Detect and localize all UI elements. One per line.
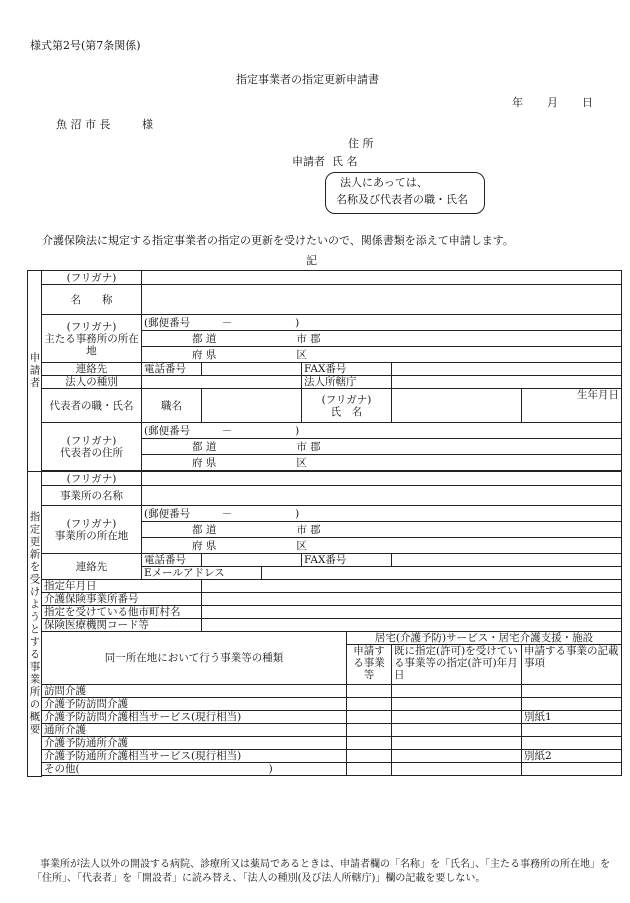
phone-field[interactable] bbox=[202, 363, 302, 376]
office-name-field[interactable] bbox=[142, 486, 622, 506]
service-existing-cell[interactable] bbox=[392, 737, 522, 750]
designation-date-field[interactable] bbox=[202, 580, 622, 593]
service-apply-cell[interactable] bbox=[347, 763, 392, 776]
rep-address-furigana-label: (フリガナ) bbox=[66, 434, 117, 447]
phone-label: 電話番号 bbox=[142, 363, 202, 376]
prefecture-city-line1[interactable] bbox=[142, 331, 622, 347]
rep-address-label: 代表者の住所 bbox=[60, 446, 123, 459]
rep-name-field[interactable] bbox=[392, 389, 522, 423]
office-furigana-label: (フリガナ) bbox=[66, 320, 117, 333]
furigana-label: (フリガナ) bbox=[42, 271, 142, 285]
medical-code-field[interactable] bbox=[202, 619, 622, 632]
office-furigana-label: (フリガナ) bbox=[42, 472, 142, 486]
service-entry-cell: 別紙2 bbox=[522, 750, 622, 763]
contact-label: 連絡先 bbox=[42, 363, 142, 376]
postal-code-field[interactable]: (郵便番号 － ) bbox=[142, 315, 622, 331]
service-entry-cell bbox=[522, 685, 622, 698]
service-entry-cell bbox=[522, 698, 622, 711]
col-entry-header: 申請する事業の記載事項 bbox=[522, 645, 622, 685]
service-existing-cell[interactable] bbox=[392, 685, 522, 698]
address-label: 住 所 bbox=[348, 137, 374, 150]
rep-name-label: 氏 名 bbox=[330, 405, 363, 418]
office-name-furigana-field[interactable] bbox=[142, 472, 622, 486]
date-month: 月 bbox=[547, 96, 558, 109]
office-location-label: 事業所の所在地 bbox=[54, 529, 129, 542]
office-contact-label: 連絡先 bbox=[42, 554, 142, 580]
representative-label: 代表者の職・氏名 bbox=[42, 389, 142, 423]
name-field[interactable] bbox=[142, 285, 622, 315]
medical-code-label: 保険医療機関コード等 bbox=[42, 619, 202, 632]
office-phone-label: 電話番号 bbox=[142, 554, 202, 567]
corporation-note-line1: 法人にあっては、 bbox=[340, 176, 428, 189]
todo-label: 都 道 bbox=[192, 440, 217, 453]
shigun-label: 市 郡 bbox=[296, 523, 321, 536]
honorific: 様 bbox=[142, 118, 153, 131]
date-year: 年 bbox=[512, 96, 523, 109]
service-existing-cell[interactable] bbox=[392, 750, 522, 763]
corp-type-field[interactable] bbox=[142, 376, 302, 389]
service-existing-cell[interactable] bbox=[392, 711, 522, 724]
ku-label: 区 bbox=[296, 539, 307, 552]
application-form-table bbox=[27, 270, 622, 777]
insurance-number-field[interactable] bbox=[202, 593, 622, 606]
service-row-name: 通所介護 bbox=[42, 724, 347, 737]
shigun-label: 市 郡 bbox=[296, 440, 321, 453]
date-day: 日 bbox=[582, 96, 593, 109]
service-apply-cell[interactable] bbox=[347, 698, 392, 711]
other-municipality-field[interactable] bbox=[202, 606, 622, 619]
corporation-note-line2: 名称及び代表者の職・氏名 bbox=[336, 193, 468, 206]
office-name-label: 事業所の名称 bbox=[42, 486, 142, 506]
service-apply-cell[interactable] bbox=[347, 711, 392, 724]
fuken-label: 府 県 bbox=[192, 456, 217, 469]
fax-field[interactable] bbox=[392, 363, 622, 376]
email-label: Eメールアドレス bbox=[142, 567, 262, 580]
office-prefecture-city-line2[interactable] bbox=[142, 538, 622, 554]
prefecture-city-line2[interactable] bbox=[142, 347, 622, 363]
service-apply-cell[interactable] bbox=[347, 685, 392, 698]
office-prefecture-city-line1[interactable] bbox=[142, 522, 622, 538]
services-group-header: 居宅(介護予防)サービス・居宅介護支援・施設 bbox=[347, 632, 622, 645]
office-fax-field[interactable] bbox=[392, 554, 622, 567]
ki-label: 記 bbox=[306, 254, 317, 267]
service-apply-cell[interactable] bbox=[347, 724, 392, 737]
other-municipality-label: 指定を受けている他市町村名 bbox=[42, 606, 202, 619]
office-section-label: 指定更新を受けようとする事業所の概要 bbox=[28, 472, 42, 777]
fax-label: FAX番号 bbox=[302, 363, 392, 376]
todo-label: 都 道 bbox=[192, 332, 217, 345]
name-label: 名 称 bbox=[42, 285, 142, 315]
designation-date-label: 指定年月日 bbox=[42, 580, 202, 593]
service-row-other[interactable]: その他( ) bbox=[42, 763, 347, 776]
services-header: 同一所在地において行う事業等の種類 bbox=[42, 632, 347, 685]
birthdate-label: 生年月日 bbox=[522, 389, 622, 423]
service-apply-cell[interactable] bbox=[347, 750, 392, 763]
fuken-label: 府 県 bbox=[192, 539, 217, 552]
service-entry-cell[interactable] bbox=[522, 763, 622, 776]
service-row-name: 介護予防訪問介護 bbox=[42, 698, 347, 711]
rep-postal-code-field[interactable]: (郵便番号 － ) bbox=[142, 423, 622, 439]
service-row-name: 介護予防通所介護 bbox=[42, 737, 347, 750]
position-label: 職名 bbox=[142, 389, 202, 423]
col-apply-header: 申請する事業等 bbox=[347, 645, 392, 685]
corp-authority-label: 法人所轄庁 bbox=[302, 376, 392, 389]
rep-prefecture-city-line2[interactable] bbox=[142, 455, 622, 471]
service-existing-cell[interactable] bbox=[392, 763, 522, 776]
rep-furigana-label: (フリガナ) bbox=[321, 393, 372, 406]
ku-label: 区 bbox=[296, 456, 307, 469]
main-office-location-label: 主たる事務所の所在地 bbox=[44, 332, 139, 357]
service-existing-cell[interactable] bbox=[392, 724, 522, 737]
footnote: 事業所が法人以外の開設する病院、診療所又は薬局であるときは、申請者欄の「名称」を「氏名」、「主たる事務所の所在地」を「住所」、「代表者」を「開設者」に読み替え、「法人の種別(及び法人所轄庁)」欄の記載を要しない。 bbox=[32, 859, 610, 884]
document-title: 指定事業者の指定更新申請書 bbox=[236, 73, 379, 86]
applicant-section-label: 申請者 bbox=[28, 271, 42, 472]
email-field[interactable] bbox=[262, 567, 622, 580]
service-entry-cell bbox=[522, 737, 622, 750]
insurance-number-label: 介護保険事業所番号 bbox=[42, 593, 202, 606]
office-fax-label: FAX番号 bbox=[302, 554, 392, 567]
shigun-label: 市 郡 bbox=[296, 332, 321, 345]
service-row-name: 訪問介護 bbox=[42, 685, 347, 698]
position-field[interactable] bbox=[202, 389, 302, 423]
service-entry-cell bbox=[522, 724, 622, 737]
col-existing-header: 既に指定(許可)を受けている事業等の指定(許可)年月日 bbox=[392, 645, 522, 685]
corp-authority-field[interactable] bbox=[392, 376, 622, 389]
office-phone-field[interactable] bbox=[202, 554, 302, 567]
corp-type-label: 法人の種別 bbox=[42, 376, 142, 389]
service-row-name: 介護予防訪問介護相当サービス(現行相当) bbox=[42, 711, 347, 724]
ku-label: 区 bbox=[296, 348, 307, 361]
fuken-label: 府 県 bbox=[192, 348, 217, 361]
applicant-label: 申請者 bbox=[292, 155, 325, 168]
service-entry-cell: 別紙1 bbox=[522, 711, 622, 724]
rep-prefecture-city-line1[interactable] bbox=[142, 439, 622, 455]
intro-text: 介護保険法に規定する指定事業者の指定の更新を受けたいので、関係書類を添えて申請します。 bbox=[42, 234, 514, 247]
office-location-furigana-label: (フリガナ) bbox=[66, 517, 117, 530]
name-furigana-field[interactable] bbox=[142, 271, 622, 285]
service-apply-cell[interactable] bbox=[347, 737, 392, 750]
office-postal-code-field[interactable]: (郵便番号 － ) bbox=[142, 506, 622, 522]
form-number: 様式第2号(第7条関係) bbox=[30, 39, 141, 52]
todo-label: 都 道 bbox=[192, 523, 217, 536]
name-label: 氏 名 bbox=[332, 155, 358, 168]
service-row-name: 介護予防通所介護相当サービス(現行相当) bbox=[42, 750, 347, 763]
service-existing-cell[interactable] bbox=[392, 698, 522, 711]
addressee: 魚 沼 市 長 bbox=[56, 118, 111, 131]
